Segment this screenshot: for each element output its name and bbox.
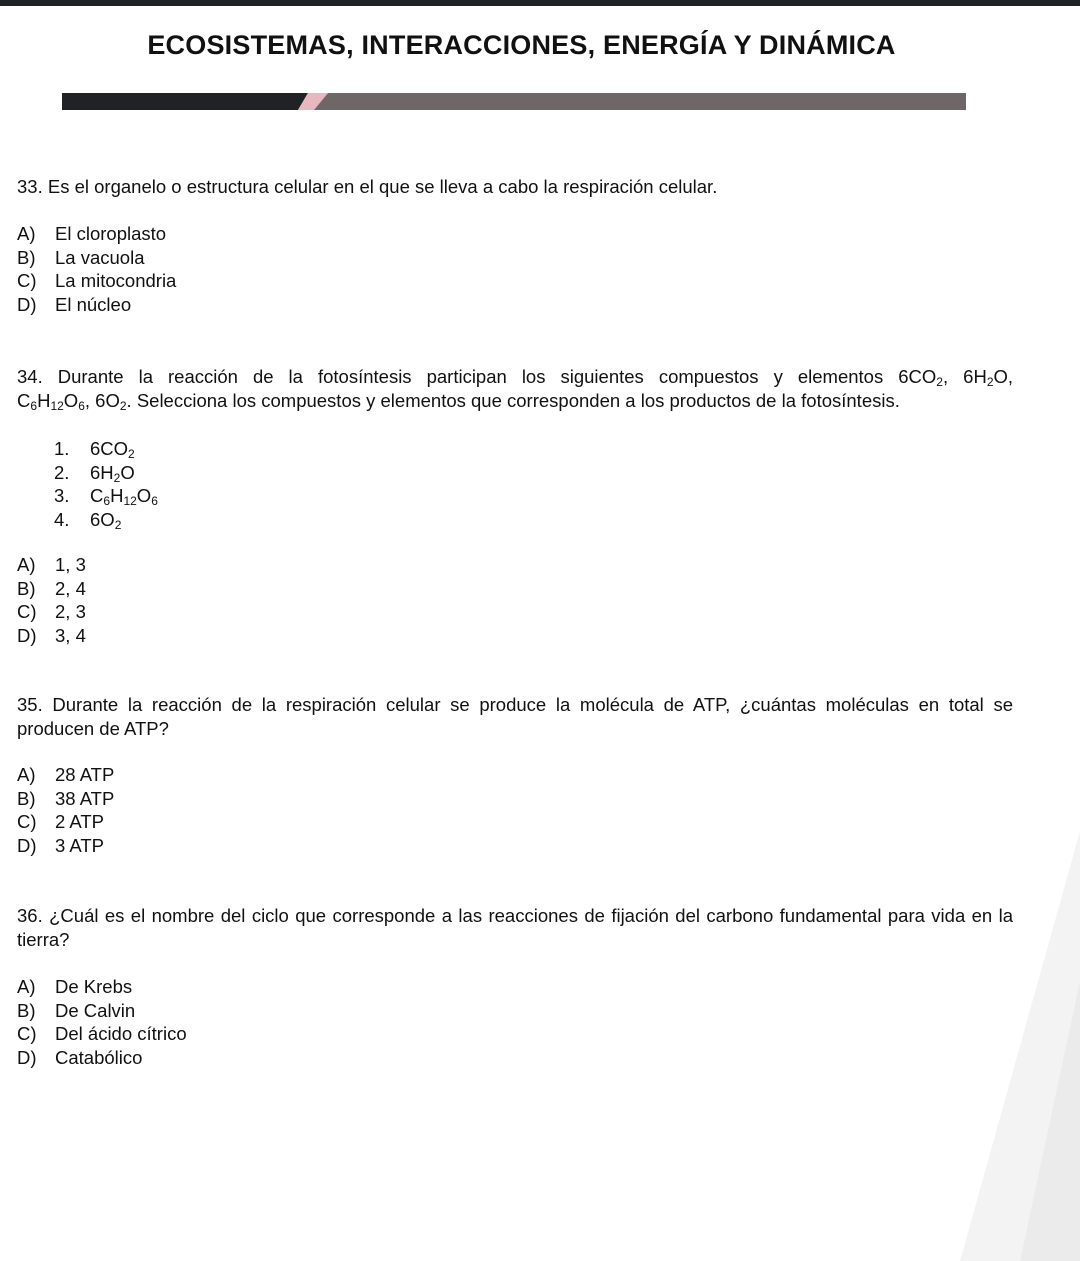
option-35-b: B) 38 ATP <box>17 787 115 809</box>
option-35-c: C) 2 ATP <box>17 811 105 832</box>
question-35-number: 35. <box>17 694 43 715</box>
option-33-a: A) El cloroplasto <box>17 223 167 244</box>
item-34-3: 3. $C_6H_{12}O_6$ <box>54 485 158 508</box>
option-36-a: A) De Krebs <box>17 976 133 997</box>
question-36-text <box>17 904 1013 952</box>
question-33-number: 33. <box>17 176 43 197</box>
compound-glucose: $C_6H_{12}O_6$, <box>17 390 91 413</box>
item-34-2: 2. $6H_2O$ <box>54 461 135 485</box>
question-34-body-start: Durante la reacción de la fotosíntesis participan los siguientes compuestos y elementos <box>57 366 884 387</box>
option-34-b: B) 2, 4 <box>17 577 86 599</box>
option-35-d: D) 3 ATP <box>17 834 105 856</box>
question-34-line1 <box>17 365 1013 389</box>
question-35-text <box>17 693 1013 741</box>
option-35-a: A) 28 ATP <box>17 764 115 785</box>
question-34-number: 34. <box>17 366 43 387</box>
question-35-options <box>17 763 114 857</box>
option-33-d: D) El núcleo <box>17 293 132 315</box>
question-34-line2 <box>17 389 1013 413</box>
title-rule-gray <box>314 93 966 110</box>
title-rule <box>62 93 966 110</box>
item-34-4: 4. $6O_2$ <box>54 508 122 532</box>
title-rule-dark <box>62 93 308 110</box>
question-35-body: Durante la reacción de la respiración celular se produce la molécula de ATP, ¿cuántas moléculas en total se producen de ATP? <box>17 694 1013 739</box>
option-33-c: C) La mitocondria <box>17 270 177 291</box>
option-34-d: D) 3, 4 <box>17 624 86 646</box>
question-36-body: ¿Cuál es el nombre del ciclo que corresponde a las reacciones de fijación del carbono fundamental para vida en la tierra? <box>17 905 1014 950</box>
question-36-options <box>17 975 187 1069</box>
compound-6h2o: $6H_2O$, <box>963 366 1014 389</box>
item-34-1: 1. $6CO_2$ <box>54 438 135 461</box>
option-33-b: B) La vacuola <box>17 246 145 268</box>
question-34-items <box>54 437 158 531</box>
compound-6co2: $6CO_2$, <box>898 366 949 389</box>
question-34-options <box>17 553 86 647</box>
question-33-options <box>17 222 176 316</box>
option-34-a: A) 1, 3 <box>17 554 86 575</box>
corner-decoration <box>900 831 1080 1261</box>
question-34-body-end: Selecciona los compuestos y elementos que corresponden a los productos de la fotosíntesis. <box>136 390 900 411</box>
question-33-body: Es el organelo o estructura celular en el que se lleva a cabo la respiración celular. <box>47 176 718 197</box>
option-36-d: D) Catabólico <box>17 1046 143 1068</box>
option-34-c: C) 2, 3 <box>17 601 86 622</box>
page-title: ECOSISTEMAS, INTERACCIONES, ENERGÍA Y DINÁMICA <box>147 30 896 60</box>
compound-6o2: $6O_2$. <box>95 390 132 413</box>
top-border <box>0 0 1080 6</box>
option-36-c: C) Del ácido cítrico <box>17 1023 187 1044</box>
question-33-text <box>17 175 1013 199</box>
question-36-number: 36. <box>17 905 43 926</box>
option-36-b: B) De Calvin <box>17 999 136 1021</box>
